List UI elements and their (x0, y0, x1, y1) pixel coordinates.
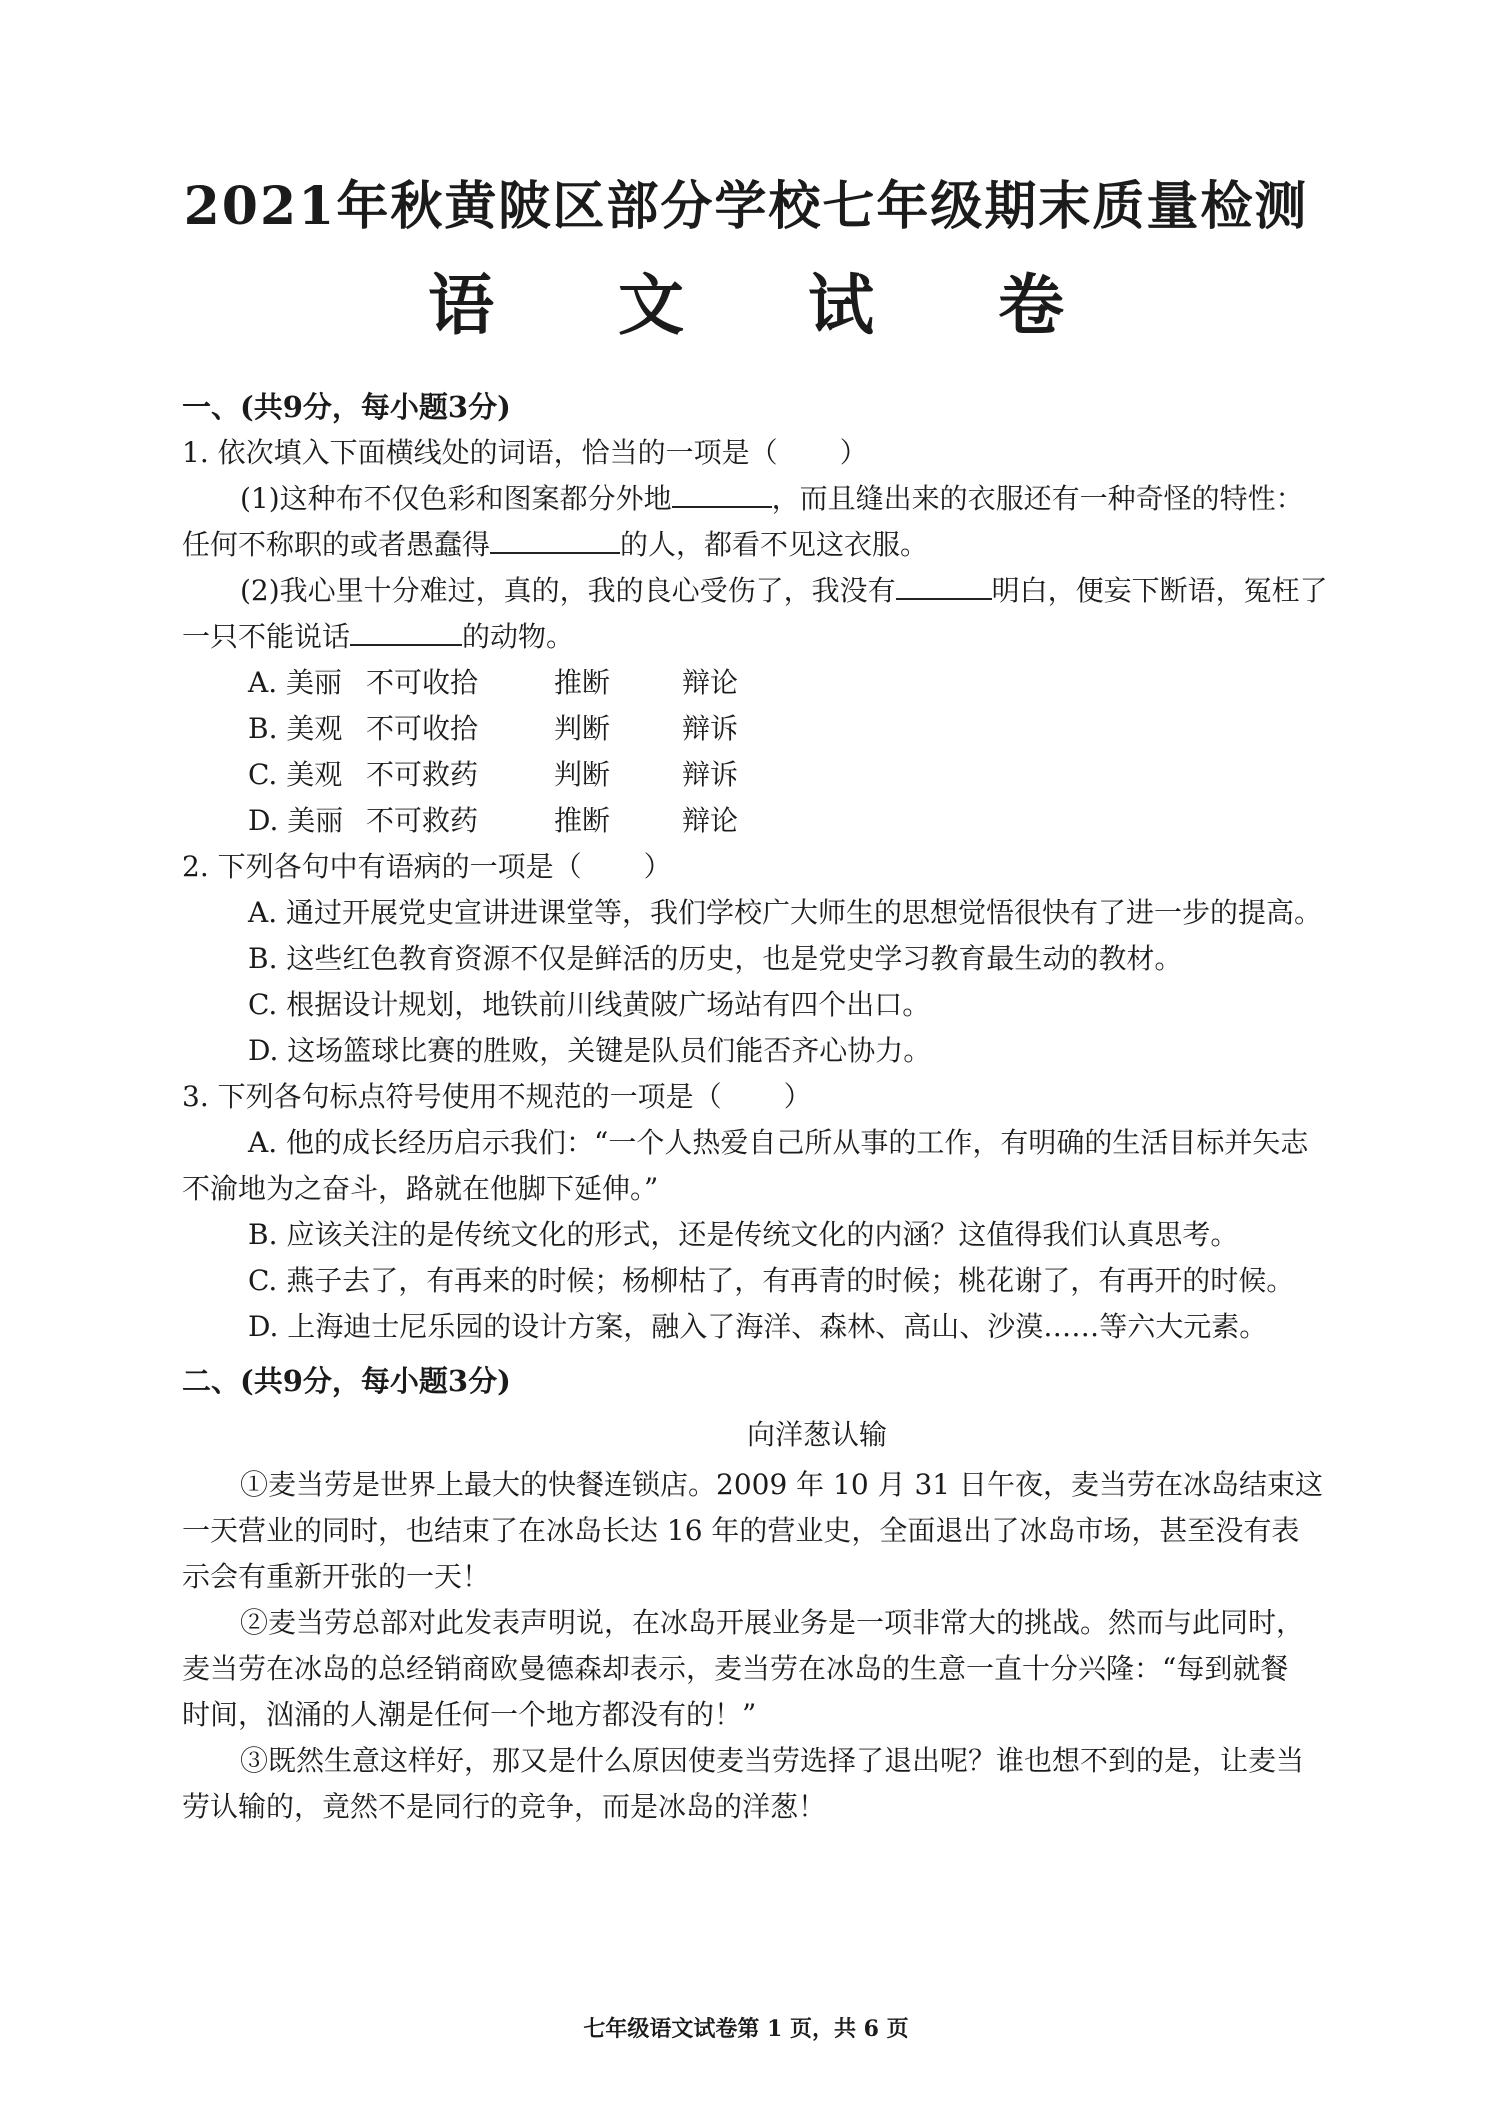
question-2-stem: 2. 下列各句中有语病的一项是（ ） (182, 850, 672, 883)
option-label: A. 美丽 (248, 666, 343, 699)
option-label: B. 美观 (248, 712, 343, 745)
article-para-1: ①麦当劳是世界上最大的快餐连锁店。2009 年 10 月 31 日午夜，麦当劳在冰岛结束这 (240, 1468, 1324, 1501)
article-para-3: ③既然生意这样好，那又是什么原因使麦当劳选择了退出呢？谁也想不到的是，让麦当 (240, 1744, 1305, 1777)
answer-blank (896, 574, 992, 600)
exam-content (182, 384, 1452, 1830)
question-1-sentence-1-cont: 任何不称职的或者愚蠢得 的人，都看不见这衣服。 (182, 528, 929, 561)
option-row-b (248, 706, 802, 752)
option-word: 不可救药 (366, 758, 479, 791)
answer-blank (672, 482, 772, 508)
question-3-option-a: A. 他的成长经历启示我们：“一个人热爱自己所从事的工作，有明确的生活目标并矢志 (248, 1126, 1309, 1159)
option-row-d (248, 798, 802, 844)
article-para-3-end: 劳认输的，竟然不是同行的竞争，而是冰岛的洋葱！ (182, 1790, 827, 1823)
question-3-option-b: B. 应该关注的是传统文化的形式，还是传统文化的内涵？这值得我们认真思考。 (248, 1218, 1239, 1251)
article-para-2-end: 时间，汹涌的人潮是任何一个地方都没有的！” (182, 1698, 757, 1731)
option-word: 辩诉 (682, 712, 739, 745)
answer-blank (490, 528, 620, 554)
question-2-option-b: B. 这些红色教育资源不仅是鲜活的历史，也是党史学习教育最生动的教材。 (248, 942, 1183, 975)
option-word: 不可收拾 (366, 712, 479, 745)
subject-char-4: 卷 (998, 266, 1064, 344)
question-1-sentence-1: (1)这种布不仅色彩和图案都分外地 ，而且缝出来的衣服还有一种奇怪的特性： (240, 482, 1304, 515)
article-para-1-end: 示会有重新开张的一天！ (182, 1560, 491, 1593)
option-word: 推断 (554, 666, 611, 699)
article-title: 向洋葱认输 (746, 1418, 887, 1451)
option-row-a (248, 660, 802, 706)
article-para-2-cont: 麦当劳在冰岛的总经销商欧曼德森却表示，麦当劳在冰岛的生意一直十分兴隆：“每到就餐 (182, 1652, 1289, 1685)
option-word: 辩诉 (682, 758, 739, 791)
subject-char-3: 试 (808, 266, 874, 344)
option-word: 不可救药 (366, 804, 479, 837)
question-3-stem: 3. 下列各句标点符号使用不规范的一项是（ ） (182, 1080, 812, 1113)
exam-subject-title (0, 252, 1492, 347)
question-3-option-a-cont: 不渝地为之奋斗，路就在他脚下延伸。” (182, 1172, 659, 1205)
option-word: 辩论 (682, 804, 739, 837)
section-1-heading: 一、(共9分，每小题3分) (182, 390, 511, 424)
subject-char-2: 文 (618, 266, 684, 344)
question-1-stem: 1. 依次填入下面横线处的词语，恰当的一项是（ ） (182, 436, 868, 469)
page-footer: 七年级语文试卷第 1 页，共 6 页 (583, 2016, 909, 2042)
option-label: D. 美丽 (248, 804, 344, 837)
article-para-2: ②麦当劳总部对此发表声明说，在冰岛开展业务是一项非常大的挑战。然而与此同时， (240, 1606, 1305, 1639)
question-2-option-d: D. 这场篮球比赛的胜败，关键是队员们能否齐心协力。 (248, 1034, 932, 1067)
question-2-option-c: C. 根据设计规划，地铁前川线黄陂广场站有四个出口。 (248, 988, 931, 1021)
question-2-option-a: A. 通过开展党史宣讲进课堂等，我们学校广大师生的思想觉悟很快有了进一步的提高。 (248, 896, 1323, 929)
option-word: 辩论 (682, 666, 739, 699)
question-1-sentence-2-cont: 一只不能说话 的动物。 (182, 620, 575, 653)
option-word: 推断 (554, 804, 611, 837)
question-1-options (248, 660, 802, 844)
subject-char-1: 语 (428, 266, 494, 344)
exam-title: 2021年秋黄陂区部分学校七年级期末质量检测 (183, 176, 1309, 237)
question-3-option-c: C. 燕子去了，有再来的时候；杨柳枯了，有再青的时候；桃花谢了，有再开的时候。 (248, 1264, 1295, 1297)
option-word: 不可收拾 (366, 666, 479, 699)
question-1-sentence-2: (2)我心里十分难过，真的，我的良心受伤了，我没有 明白，便妄下断语，冤枉了 (240, 574, 1328, 607)
option-row-c (248, 752, 802, 798)
section-2-heading: 二、(共9分，每小题3分) (182, 1364, 511, 1398)
option-label: C. 美观 (248, 758, 343, 791)
option-word: 判断 (554, 712, 611, 745)
question-3-option-d: D. 上海迪士尼乐园的设计方案，融入了海洋、森林、高山、沙漠……等六大元素。 (248, 1310, 1268, 1343)
option-word: 判断 (554, 758, 611, 791)
article-para-1-cont: 一天营业的同时，也结束了在冰岛长达 16 年的营业史，全面退出了冰岛市场，甚至没有表 (182, 1514, 1300, 1547)
answer-blank (350, 620, 462, 646)
